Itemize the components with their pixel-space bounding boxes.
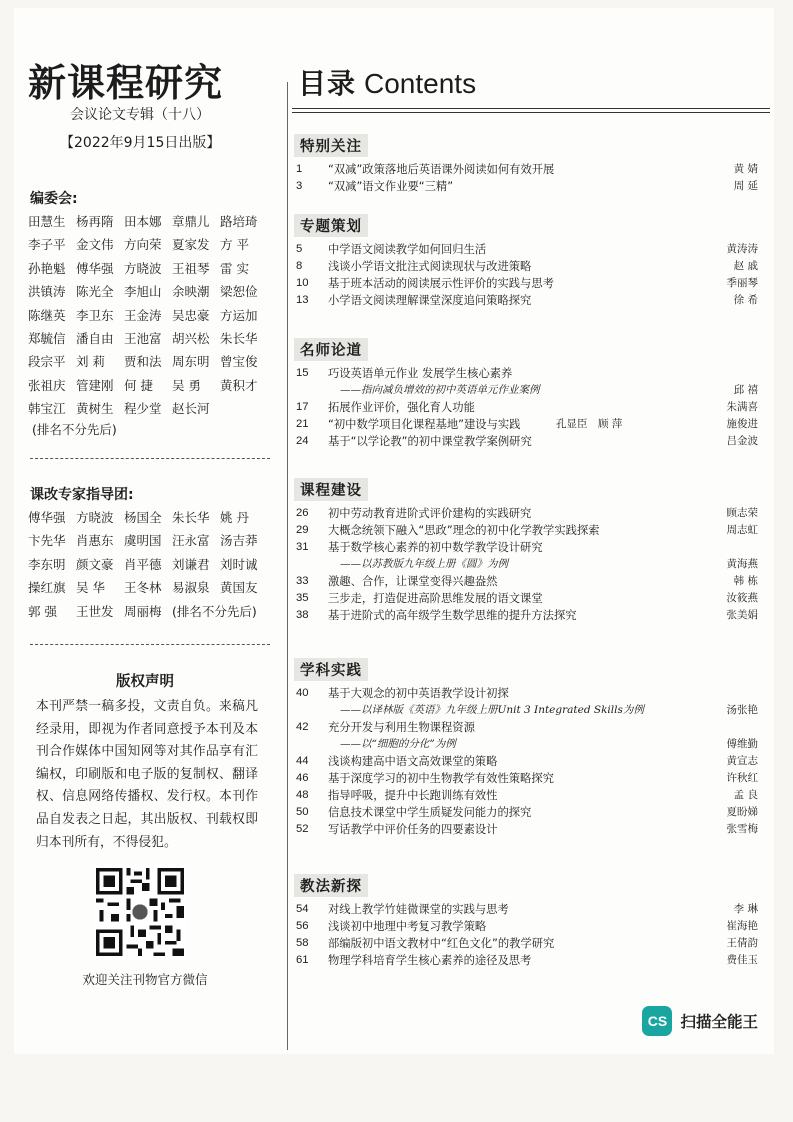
toc-entry[interactable] bbox=[294, 685, 764, 702]
article-title: 中学语文阅读教学如何回归生活 bbox=[328, 243, 487, 256]
article-author: 汤张艳 bbox=[726, 704, 758, 716]
section-title: 专题策划 bbox=[294, 214, 368, 237]
toc-entry[interactable] bbox=[294, 178, 764, 195]
page-number: 54 bbox=[296, 903, 309, 915]
person-name: 黄国友 bbox=[220, 580, 258, 596]
section-title: 学科实践 bbox=[294, 658, 368, 681]
toc-entry[interactable] bbox=[294, 161, 764, 178]
person-name: 李卫东 bbox=[76, 307, 114, 323]
toc-entry[interactable] bbox=[294, 952, 764, 969]
person-name: 朱长华 bbox=[220, 330, 258, 346]
page-number: 8 bbox=[296, 260, 303, 272]
person-name: 田本娜 bbox=[124, 214, 162, 229]
scanner-badge bbox=[642, 1006, 758, 1036]
person-name: 吴 华 bbox=[76, 580, 105, 596]
article-author: 李 琳 bbox=[733, 903, 758, 915]
copyright-text: 本刊严禁一稿多投，文责自负。来稿凡经录用，即视为作者同意授予本刊及本刊合作媒体中国知网等对其作品享有汇编权，印刷版和电子版的复制权、翻译权、信息网络传播权、发行权。本刊作品自发表之日起，其出版权、刊载权即归本刊所有，不得侵犯。 bbox=[36, 699, 258, 850]
person-name: 管建刚 bbox=[76, 377, 114, 393]
qr-caption: 欢迎关注刊物官方微信 bbox=[82, 972, 208, 987]
person-name: 杨再隋 bbox=[76, 214, 114, 229]
camscanner-logo-icon: CS bbox=[642, 1006, 672, 1036]
toc-entry[interactable] bbox=[294, 770, 764, 787]
article-author: 王倩韵 bbox=[726, 937, 758, 949]
page-number: 1 bbox=[296, 163, 303, 175]
page-number: 26 bbox=[296, 507, 309, 519]
article-author: 邱 禧 bbox=[733, 384, 758, 396]
person-name: 傅华强 bbox=[28, 510, 66, 525]
article-title: 浅谈初中地理中考复习教学策略 bbox=[328, 920, 487, 933]
toc-entry[interactable] bbox=[294, 556, 764, 573]
article-title: 基于数学核心素养的初中数学教学设计研究 bbox=[328, 541, 543, 554]
person-name: 李旭山 bbox=[124, 284, 162, 300]
committee-rank-note: (排名不分先后) bbox=[32, 422, 117, 437]
person-name: 孙艳魁 bbox=[28, 260, 66, 276]
person-name: 王世发 bbox=[76, 603, 114, 619]
person-name: 段宗平 bbox=[28, 354, 66, 370]
toc-entry[interactable] bbox=[294, 804, 764, 821]
page-number: 31 bbox=[296, 541, 309, 553]
person-name: 肖平德 bbox=[124, 556, 162, 572]
person-name: 黄树生 bbox=[76, 401, 114, 417]
person-name: 雷 实 bbox=[220, 260, 249, 276]
article-title: 三步走，打造促进高阶思维发展的语文课堂 bbox=[328, 592, 543, 605]
page-number: 50 bbox=[296, 806, 309, 818]
toc-entry[interactable] bbox=[294, 736, 764, 753]
person-name: 贾和法 bbox=[124, 354, 162, 370]
page-number: 40 bbox=[296, 687, 309, 699]
person-name: 黄积才 bbox=[220, 377, 258, 393]
magazine-title: 新课程研究 bbox=[28, 60, 224, 105]
toc-entry[interactable] bbox=[294, 787, 764, 804]
article-subtitle: ——以苏教版九年级上册《圆》为例 bbox=[340, 558, 508, 570]
page-number: 21 bbox=[296, 418, 309, 430]
article-author: 孟 良 bbox=[733, 789, 758, 801]
person-name: 张祖庆 bbox=[28, 377, 66, 393]
toc-entry[interactable] bbox=[294, 901, 764, 918]
person-name: 韩宝江 bbox=[28, 401, 66, 417]
page-number: 44 bbox=[296, 755, 309, 767]
article-author: 季丽琴 bbox=[726, 277, 758, 289]
toc-entry[interactable] bbox=[294, 382, 764, 399]
article-author: 黄海燕 bbox=[726, 558, 758, 570]
page-number: 29 bbox=[296, 524, 309, 536]
toc-section bbox=[294, 134, 764, 195]
person-name: 方运加 bbox=[220, 307, 258, 323]
page-number: 46 bbox=[296, 772, 309, 784]
article-author: 徐 希 bbox=[733, 294, 758, 306]
toc-section bbox=[294, 478, 764, 624]
co-authors: 孔显臣 顾 萍 bbox=[556, 418, 623, 430]
page-number: 61 bbox=[296, 954, 309, 966]
article-title: 对线上教学竹娃微课堂的实践与思考 bbox=[328, 903, 509, 916]
article-title: 激趣、合作，让课堂变得兴趣盎然 bbox=[328, 575, 498, 588]
person-name: 傅华强 bbox=[76, 260, 114, 276]
person-name: 方晓波 bbox=[124, 260, 162, 276]
article-title: 写话教学中评价任务的四要素设计 bbox=[328, 823, 498, 836]
article-title: 基于进阶式的高年级学生数学思维的提升方法探究 bbox=[328, 609, 577, 622]
toc-entry[interactable] bbox=[294, 241, 764, 258]
section-title: 教法新探 bbox=[294, 874, 368, 897]
article-title: 巧设英语单元作业 发展学生核心素养 bbox=[328, 367, 513, 380]
article-author: 赵 戚 bbox=[733, 260, 758, 272]
article-subtitle: ——以“细胞的分化”为例 bbox=[340, 738, 456, 750]
article-author: 施俊进 bbox=[726, 418, 758, 430]
toc-entry[interactable] bbox=[294, 821, 764, 838]
article-title: 指导呼吸，提升中长跑训练有效性 bbox=[328, 789, 498, 802]
person-name: 姚 丹 bbox=[220, 510, 249, 525]
person-name: 方向荣 bbox=[124, 237, 162, 253]
toc-entry[interactable] bbox=[294, 416, 764, 433]
article-author: 崔海艳 bbox=[726, 920, 758, 932]
article-title: 拓展作业评价，强化育人功能 bbox=[328, 401, 475, 414]
person-name: 何 捷 bbox=[124, 377, 153, 393]
person-name: 田慧生 bbox=[28, 214, 66, 229]
section-title: 名师论道 bbox=[294, 338, 368, 361]
toc-entry[interactable] bbox=[294, 522, 764, 539]
copyright-heading: 版权声明 bbox=[116, 674, 174, 690]
article-author: 顾志荣 bbox=[726, 507, 758, 519]
page-number: 38 bbox=[296, 609, 309, 621]
page-number: 56 bbox=[296, 920, 309, 932]
committee-heading: 编委会: bbox=[30, 191, 78, 207]
toc-entry[interactable] bbox=[294, 753, 764, 770]
toc-entry[interactable] bbox=[294, 573, 764, 590]
article-title: 初中劳动教育进阶式评价建构的实践研究 bbox=[328, 507, 532, 520]
article-author: 周 延 bbox=[733, 180, 758, 192]
person-name: 金文伟 bbox=[76, 237, 114, 253]
toc-entry[interactable] bbox=[294, 505, 764, 522]
article-title: 浅谈小学语文批注式阅读现状与改进策略 bbox=[328, 260, 532, 273]
article-author: 黄涛涛 bbox=[726, 243, 758, 255]
toc-entry[interactable] bbox=[294, 258, 764, 275]
article-title: “初中数学项目化课程基地”建设与实践 bbox=[328, 418, 521, 431]
publication-date: 【2022年9月15日出版】 bbox=[60, 135, 221, 151]
article-author: 黄宣志 bbox=[726, 755, 758, 767]
toc-entry[interactable] bbox=[294, 719, 764, 736]
article-title: “双减”语文作业要“三精” bbox=[328, 180, 454, 193]
person-name: 操红旗 bbox=[28, 580, 66, 596]
person-name: 王冬林 bbox=[124, 580, 162, 596]
expert-names bbox=[28, 506, 268, 623]
toc-section bbox=[294, 874, 764, 969]
toc-entry[interactable] bbox=[294, 539, 764, 556]
page-number: 48 bbox=[296, 789, 309, 801]
toc-entry[interactable] bbox=[294, 399, 764, 416]
person-name: (排名不分先后) bbox=[172, 603, 257, 619]
person-name: 夏家发 bbox=[172, 237, 210, 253]
masthead-column bbox=[14, 8, 276, 1054]
person-name: 刘时诚 bbox=[220, 556, 258, 572]
toc-rule bbox=[292, 112, 770, 113]
magazine-subtitle: 会议论文专辑（十八） bbox=[70, 107, 210, 123]
article-title: 物理学科培育学生核心素养的途径及思考 bbox=[328, 954, 532, 967]
page-number: 58 bbox=[296, 937, 309, 949]
divider bbox=[30, 458, 270, 459]
person-name: 周丽梅 bbox=[124, 603, 162, 619]
person-name: 方 平 bbox=[220, 237, 249, 253]
article-title: 基于“以学论教”的初中课堂教学案例研究 bbox=[328, 435, 532, 448]
article-title: 充分开发与利用生物课程资源 bbox=[328, 721, 475, 734]
person-name: 洪镇涛 bbox=[28, 284, 66, 300]
article-subtitle: ——以译林版《英语》九年级上册Unit 3 Integrated Skills为例 bbox=[340, 704, 644, 716]
page-number: 17 bbox=[296, 401, 309, 413]
article-title: 基于深度学习的初中生物教学有效性策略探究 bbox=[328, 772, 554, 785]
article-author: 吕金波 bbox=[726, 435, 758, 447]
article-author: 韩 栋 bbox=[733, 575, 758, 587]
divider bbox=[30, 644, 270, 645]
page-number: 42 bbox=[296, 721, 309, 733]
person-name: 周东明 bbox=[172, 354, 210, 370]
qr-code-icon bbox=[92, 864, 188, 960]
person-name: 李子平 bbox=[28, 237, 66, 253]
toc-rule bbox=[292, 108, 770, 109]
article-title: 浅谈构建高中语文高效课堂的策略 bbox=[328, 755, 498, 768]
person-name: 王祖琴 bbox=[172, 260, 210, 276]
page-number: 5 bbox=[296, 243, 303, 255]
toc-title-zh: 目录 bbox=[298, 67, 357, 100]
person-name: 吴忠豪 bbox=[172, 307, 210, 323]
committee-names bbox=[28, 210, 268, 421]
article-author: 傅维勤 bbox=[726, 738, 758, 750]
page-number: 10 bbox=[296, 277, 309, 289]
article-title: 信息技术课堂中学生质疑发问能力的探究 bbox=[328, 806, 532, 819]
person-name: 虞明国 bbox=[124, 533, 162, 549]
article-title: 基于班本活动的阅读展示性评价的实践与思考 bbox=[328, 277, 554, 290]
person-name: 颜文豪 bbox=[76, 556, 114, 572]
person-name: 朱长华 bbox=[172, 510, 210, 525]
person-name: 杨国全 bbox=[124, 510, 162, 525]
article-title: 小学语文阅读理解课堂深度追问策略探究 bbox=[328, 294, 532, 307]
toc-section bbox=[294, 338, 764, 450]
person-name: 梁恕俭 bbox=[220, 284, 258, 300]
person-name: 赵长河 bbox=[172, 401, 210, 417]
person-name: 方晓波 bbox=[76, 510, 114, 525]
person-name: 刘谦君 bbox=[172, 556, 210, 572]
person-name: 汤吉莽 bbox=[220, 533, 258, 549]
person-name: 路培琦 bbox=[220, 214, 258, 229]
article-author: 朱满喜 bbox=[726, 401, 758, 413]
toc-section bbox=[294, 214, 764, 309]
scanner-app-name: 扫描全能王 bbox=[680, 1013, 758, 1031]
toc-section bbox=[294, 658, 764, 838]
page-number: 24 bbox=[296, 435, 309, 447]
article-author: 黄 婧 bbox=[733, 163, 758, 175]
article-subtitle: ——指向减负增效的初中英语单元作业案例 bbox=[340, 384, 540, 396]
person-name: 肖惠东 bbox=[76, 533, 114, 549]
toc-title-en: Contents bbox=[364, 68, 477, 99]
article-author: 周志虹 bbox=[726, 524, 758, 536]
person-name: 陈光全 bbox=[76, 284, 114, 300]
toc-entry[interactable] bbox=[294, 702, 764, 719]
column-divider bbox=[287, 82, 288, 1050]
page-number: 52 bbox=[296, 823, 309, 835]
page-number: 35 bbox=[296, 592, 309, 604]
person-name: 郭 强 bbox=[28, 603, 57, 619]
person-name: 李东明 bbox=[28, 556, 66, 572]
article-title: “双减”政策落地后英语课外阅读如何有效开展 bbox=[328, 163, 555, 176]
toc-entry[interactable] bbox=[294, 433, 764, 450]
page-number: 3 bbox=[296, 180, 303, 192]
person-name: 易淑泉 bbox=[172, 580, 210, 596]
toc-entry[interactable] bbox=[294, 365, 764, 382]
article-author: 许秋红 bbox=[726, 772, 758, 784]
person-name: 王池富 bbox=[124, 330, 162, 346]
toc-entry[interactable] bbox=[294, 275, 764, 292]
toc-entry[interactable] bbox=[294, 935, 764, 952]
person-name: 郑毓信 bbox=[28, 330, 66, 346]
person-name: 余映潮 bbox=[172, 284, 210, 300]
person-name: 曾宝俊 bbox=[220, 354, 258, 370]
article-title: 部编版初中语文教材中“红色文化”的教学研究 bbox=[328, 937, 555, 950]
article-author: 夏盼娣 bbox=[726, 806, 758, 818]
magazine-page bbox=[14, 8, 774, 1054]
person-name: 卞先华 bbox=[28, 533, 66, 549]
experts-heading: 课改专家指导团: bbox=[30, 487, 134, 503]
article-author: 汝筱燕 bbox=[726, 592, 758, 604]
section-title: 课程建设 bbox=[294, 478, 368, 501]
person-name: 潘自由 bbox=[76, 330, 114, 346]
person-name: 陈继英 bbox=[28, 307, 66, 323]
page-number: 33 bbox=[296, 575, 309, 587]
article-title: 大概念统领下融入“思政”理念的初中化学教学实践探索 bbox=[328, 524, 600, 537]
toc-entry[interactable] bbox=[294, 607, 764, 624]
toc-entry[interactable] bbox=[294, 590, 764, 607]
section-title: 特别关注 bbox=[294, 134, 368, 157]
toc-entry[interactable] bbox=[294, 292, 764, 309]
person-name: 吴 勇 bbox=[172, 377, 201, 393]
article-author: 费佳玉 bbox=[726, 954, 758, 966]
article-title: 基于大观念的初中英语教学设计初探 bbox=[328, 687, 509, 700]
toc-entry[interactable] bbox=[294, 918, 764, 935]
person-name: 程少堂 bbox=[124, 401, 162, 417]
page-number: 15 bbox=[296, 367, 309, 379]
article-author: 张美娟 bbox=[726, 609, 758, 621]
person-name: 刘 莉 bbox=[76, 354, 105, 370]
person-name: 胡兴松 bbox=[172, 330, 210, 346]
page-number: 13 bbox=[296, 294, 309, 306]
toc-heading bbox=[298, 62, 476, 102]
person-name: 章鼎儿 bbox=[172, 214, 210, 229]
person-name: 汪永富 bbox=[172, 533, 210, 549]
person-name: 王金涛 bbox=[124, 307, 162, 323]
article-author: 张雪梅 bbox=[726, 823, 758, 835]
